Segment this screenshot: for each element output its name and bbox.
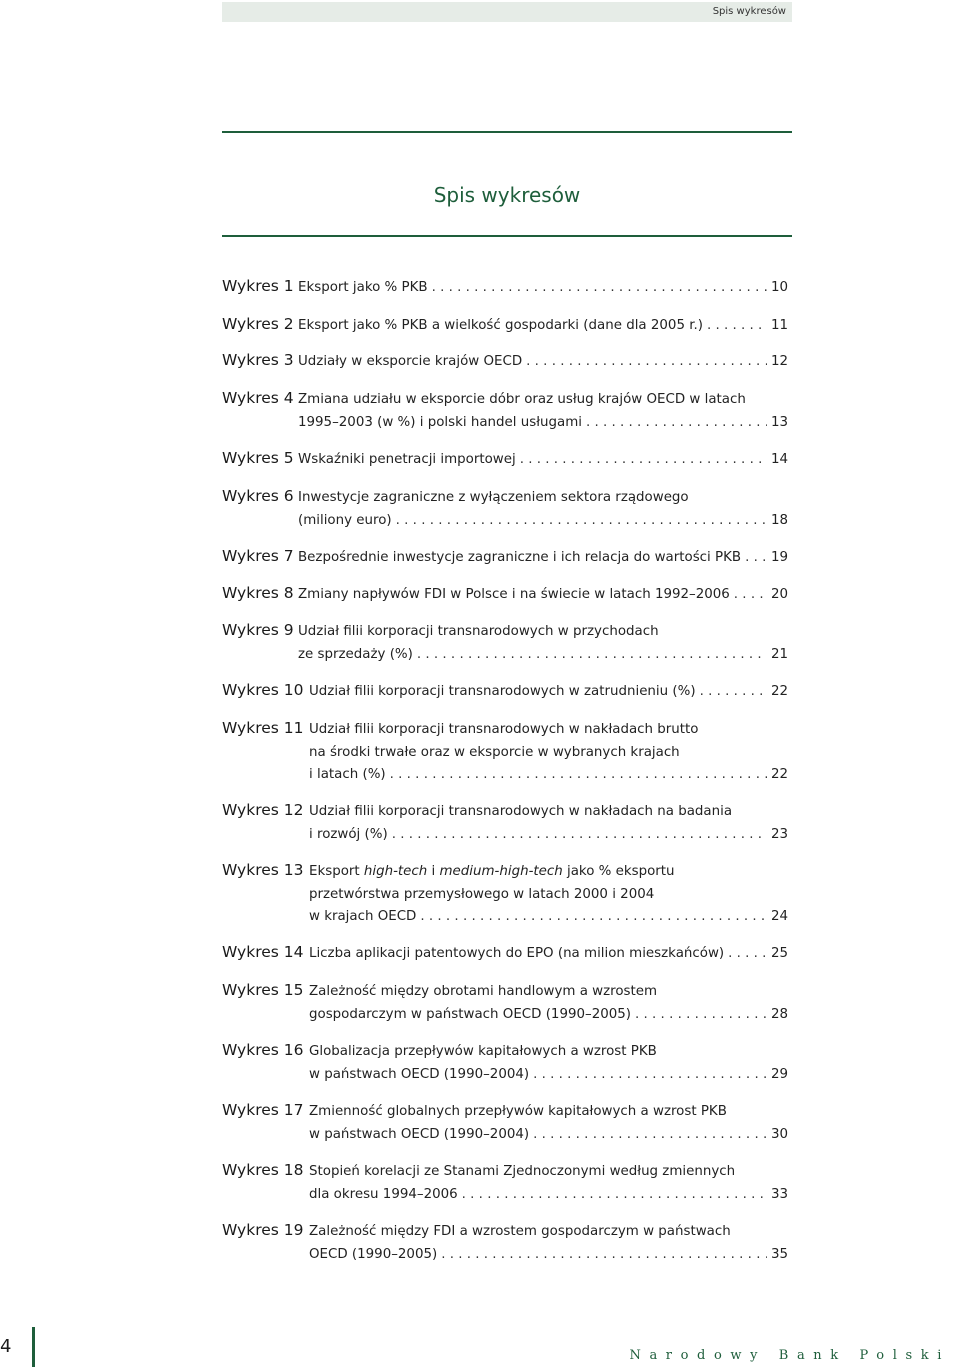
page-number: 4 <box>0 1336 12 1357</box>
footer <box>0 1326 960 1368</box>
figure-caption: na środki trwałe oraz w eksporcie w wybranych krajach <box>309 744 680 760</box>
dot-leader <box>745 550 767 565</box>
figure-caption: 1995–2003 (w %) i polski handel usługami <box>298 414 582 430</box>
figure-label: Wykres 17 <box>222 1101 304 1119</box>
figure-caption: Liczba aplikacji patentowych do EPO (na milion mieszkańców) <box>309 946 725 961</box>
dot-leader <box>396 513 767 528</box>
top-rule <box>222 131 792 133</box>
figure-caption: Eksport high-tech i medium-high-tech jako % eksportu <box>309 864 675 879</box>
figure-label: Wykres 7 <box>222 547 294 565</box>
dot-leader <box>420 909 767 924</box>
figure-caption: przetwórstwa przemysłowego w latach 2000 i 2004 <box>309 886 655 902</box>
figure-caption: Udział filii korporacji transnarodowych w nakładach brutto <box>309 722 699 737</box>
figure-caption: Stopień korelacji ze Stanami Zjednoczonymi według zmiennych <box>309 1164 736 1179</box>
figure-label: Wykres 4 <box>222 389 294 407</box>
dot-leader <box>417 647 767 662</box>
figure-caption: w państwach OECD (1990–2004) <box>309 1066 530 1082</box>
figure-caption: Udziały w eksporcie krajów OECD <box>298 354 523 369</box>
footer-rule <box>32 1327 35 1367</box>
figure-caption: ze sprzedaży (%) <box>298 646 413 662</box>
publisher-name: Narodowy Bank Polski <box>629 1348 950 1363</box>
figure-caption: Zależność między FDI a wzrostem gospodarczym w państwach <box>309 1224 731 1239</box>
page-ref: 24 <box>770 909 788 924</box>
page-ref: 10 <box>770 280 788 295</box>
figure-caption: dla okresu 1994–2006 <box>309 1186 458 1202</box>
figure-caption: w państwach OECD (1990–2004) <box>309 1126 530 1142</box>
figure-caption: Bezpośrednie inwestycje zagraniczne i ich relacja do wartości PKB <box>298 550 742 565</box>
page-ref: 21 <box>770 646 788 662</box>
page-ref: 14 <box>770 452 788 467</box>
dot-leader <box>390 767 767 782</box>
figure-caption: w krajach OECD <box>309 909 417 924</box>
page-ref: 20 <box>770 587 788 602</box>
dot-leader <box>432 280 767 295</box>
figure-label: Wykres 1 <box>222 277 294 295</box>
figure-label: Wykres 3 <box>222 351 294 369</box>
page-ref: 35 <box>770 1246 788 1262</box>
page-title: Spis wykresów <box>433 183 581 208</box>
page-ref: 12 <box>770 354 788 369</box>
figure-caption: Zależność między obrotami handlowym a wzrostem <box>309 984 658 999</box>
dot-leader <box>728 946 767 961</box>
figure-caption: (miliony euro) <box>298 512 392 528</box>
page-ref: 23 <box>770 826 788 842</box>
figure-caption: Udział filii korporacji transnarodowych w nakładach na badania <box>309 804 733 819</box>
page-ref: 30 <box>770 1126 788 1142</box>
page-ref: 19 <box>770 550 788 565</box>
figure-caption: Zmienność globalnych przepływów kapitałowych a wzrost PKB <box>309 1104 727 1119</box>
figure-caption: Eksport jako % PKB <box>298 280 428 295</box>
dot-leader <box>586 415 767 430</box>
page-ref: 22 <box>770 684 788 699</box>
page-ref: 13 <box>770 414 788 430</box>
figure-label: Wykres 13 <box>222 861 304 879</box>
figure-caption: Inwestycje zagraniczne z wyłączeniem sektora rządowego <box>298 490 689 505</box>
page-ref: 11 <box>770 318 788 333</box>
figure-caption: Globalizacja przepływów kapitałowych a wzrost PKB <box>309 1044 657 1059</box>
figure-label: Wykres 9 <box>222 621 294 639</box>
figure-caption: Udział filii korporacji transnarodowych w przychodach <box>298 624 659 639</box>
dot-leader <box>441 1247 767 1262</box>
figure-label: Wykres 5 <box>222 449 294 467</box>
figure-caption: gospodarczym w państwach OECD (1990–2005) <box>309 1006 632 1022</box>
dot-leader <box>462 1187 767 1202</box>
figure-label: Wykres 8 <box>222 584 294 602</box>
figure-label: Wykres 2 <box>222 315 294 333</box>
dot-leader <box>707 318 767 333</box>
figure-caption: i rozwój (%) <box>309 826 388 842</box>
figure-caption: Zmiany napływów FDI w Polsce i na świecie w latach 1992–2006 <box>298 587 730 602</box>
figure-label: Wykres 11 <box>222 719 304 737</box>
running-title: Spis wykresów <box>712 6 786 17</box>
running-header <box>222 2 792 22</box>
page-ref: 18 <box>770 512 788 528</box>
bottom-rule <box>222 235 792 237</box>
dot-leader <box>734 587 767 602</box>
figure-label: Wykres 19 <box>222 1221 304 1239</box>
figure-caption: i latach (%) <box>309 767 386 782</box>
dot-leader <box>635 1007 767 1022</box>
figure-label: Wykres 6 <box>222 487 294 505</box>
figure-label: Wykres 15 <box>222 981 304 999</box>
figure-label: Wykres 16 <box>222 1041 304 1059</box>
figure-caption: Zmiana udziału w eksporcie dóbr oraz usług krajów OECD w latach <box>298 392 746 407</box>
figure-caption: Eksport jako % PKB a wielkość gospodarki (dane dla 2005 r.) <box>298 318 703 333</box>
dot-leader <box>533 1127 767 1142</box>
figure-caption: OECD (1990–2005) <box>309 1246 438 1262</box>
page-ref: 28 <box>770 1006 788 1022</box>
dot-leader <box>526 354 767 369</box>
figure-label: Wykres 10 <box>222 681 304 699</box>
page-ref: 25 <box>770 946 788 961</box>
page-ref: 29 <box>770 1066 788 1082</box>
figure-caption: Wskaźniki penetracji importowej <box>298 452 516 467</box>
page-ref: 33 <box>770 1186 788 1202</box>
page-ref: 22 <box>770 767 788 782</box>
dot-leader <box>392 827 767 842</box>
figure-label: Wykres 18 <box>222 1161 304 1179</box>
dot-leader <box>700 684 767 699</box>
figure-caption: Udział filii korporacji transnarodowych w zatrudnieniu (%) <box>309 684 696 699</box>
figure-label: Wykres 14 <box>222 943 304 961</box>
dot-leader <box>533 1067 767 1082</box>
dot-leader <box>520 452 767 467</box>
figure-label: Wykres 12 <box>222 801 304 819</box>
